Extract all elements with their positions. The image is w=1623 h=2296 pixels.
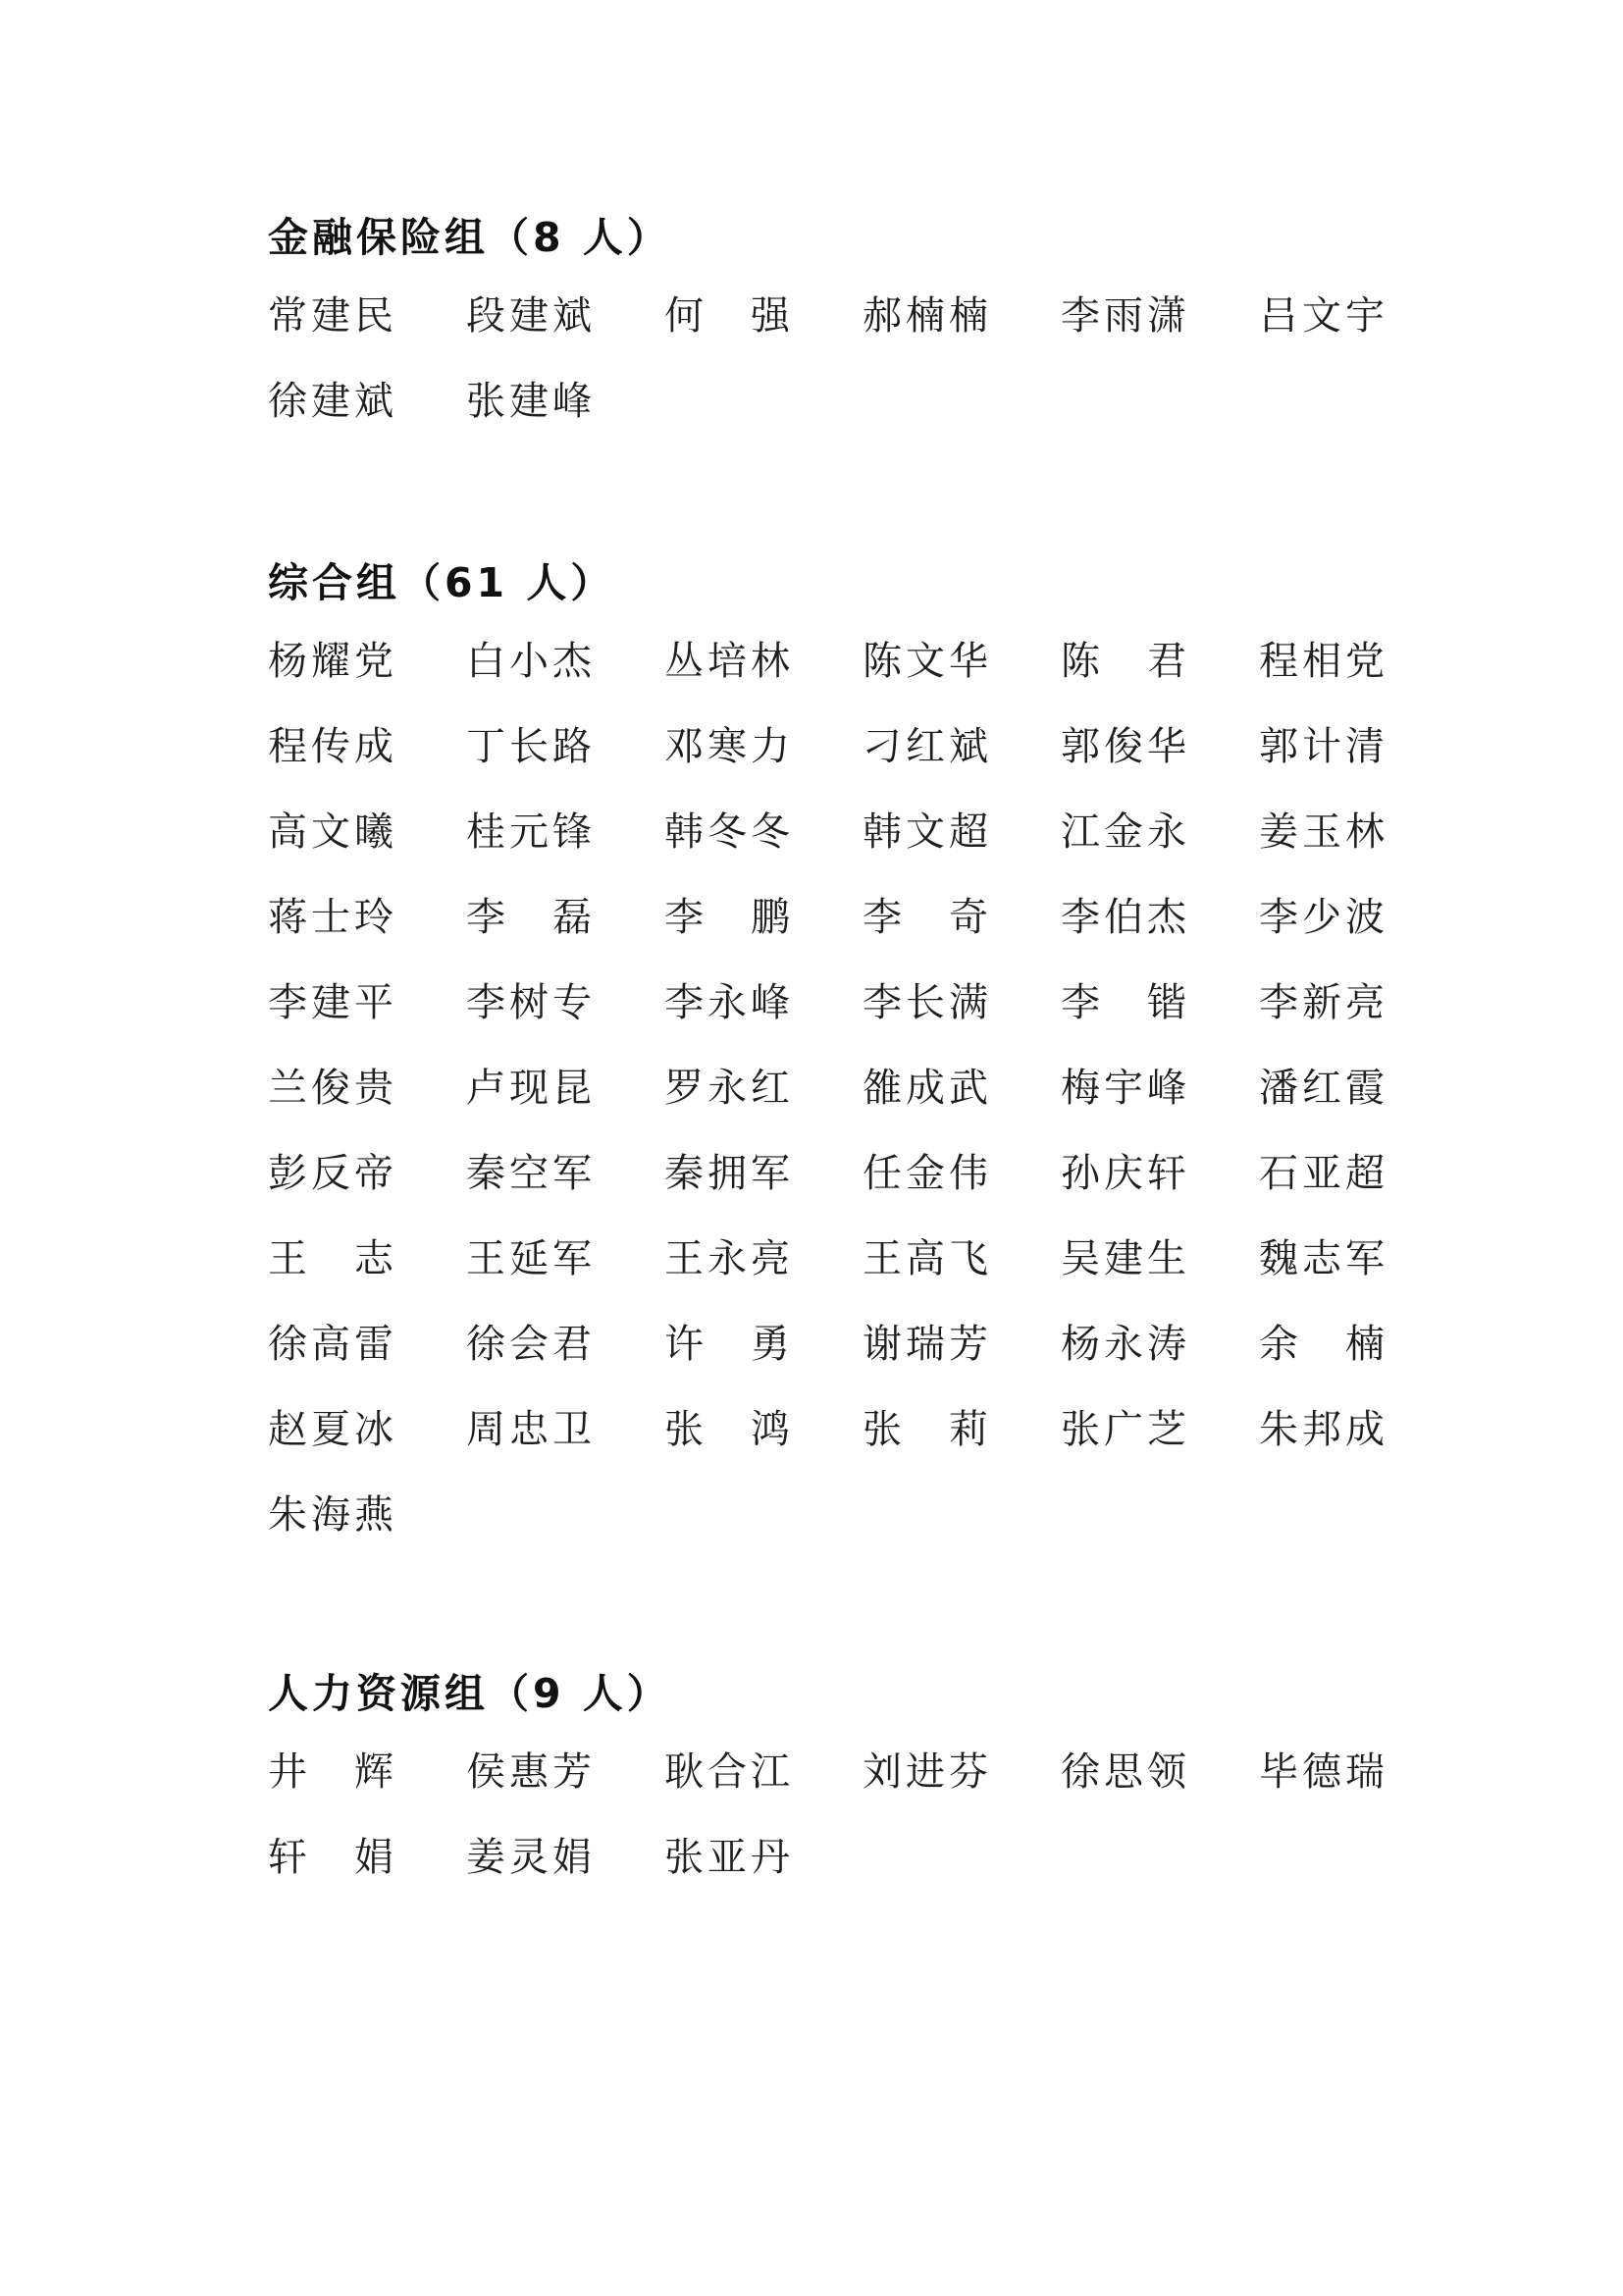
person-name: 徐思领 <box>1061 1749 1186 1795</box>
section-human-resources <box>268 1670 1406 1915</box>
section-title: 人力资源组（9 人） <box>268 1670 671 1717</box>
person-name: 轩 娟 <box>268 1835 393 1880</box>
person-name: 陈 君 <box>1061 639 1186 684</box>
person-name: 张 鸿 <box>664 1407 790 1452</box>
person-name: 徐建斌 <box>268 379 393 424</box>
person-name: 李永峰 <box>664 980 790 1025</box>
person-name: 姜灵娟 <box>466 1835 592 1880</box>
section-general <box>268 559 1406 1573</box>
person-name: 邓寒力 <box>664 724 790 769</box>
person-name: 朱邦成 <box>1259 1407 1385 1452</box>
person-name: 彭反帝 <box>268 1151 393 1196</box>
person-name: 卢现昆 <box>466 1066 592 1111</box>
person-name: 程传成 <box>268 724 393 769</box>
person-name: 张建峰 <box>466 379 592 424</box>
person-name: 丛培林 <box>664 639 790 684</box>
person-name: 赵夏冰 <box>268 1407 393 1452</box>
person-name: 李少波 <box>1259 895 1385 940</box>
person-name: 兰俊贵 <box>268 1066 393 1111</box>
person-name: 毕德瑞 <box>1259 1749 1385 1795</box>
person-name: 梅宇峰 <box>1061 1066 1186 1111</box>
person-name: 程相党 <box>1259 639 1385 684</box>
person-name: 李长满 <box>863 980 988 1025</box>
person-name: 孙庆轩 <box>1061 1151 1186 1196</box>
person-name: 李 锴 <box>1061 980 1186 1025</box>
person-name: 姜玉林 <box>1259 809 1385 855</box>
person-name: 刁红斌 <box>863 724 988 769</box>
person-name: 秦空军 <box>466 1151 592 1196</box>
person-name: 杨耀党 <box>268 639 393 684</box>
person-name: 何 强 <box>664 293 790 339</box>
person-name: 刘进芬 <box>863 1749 988 1795</box>
person-name: 王 志 <box>268 1236 393 1281</box>
section-title: 综合组（61 人） <box>268 559 615 606</box>
person-name: 李树专 <box>466 980 592 1025</box>
person-name: 张亚丹 <box>664 1835 790 1880</box>
person-name: 李 奇 <box>863 895 988 940</box>
section-finance-insurance <box>268 214 1406 459</box>
person-name: 江金永 <box>1061 809 1186 855</box>
person-name: 高文曦 <box>268 809 393 855</box>
person-name: 余 楠 <box>1259 1322 1385 1367</box>
person-name: 韩文超 <box>863 809 988 855</box>
person-name: 白小杰 <box>466 639 592 684</box>
name-list <box>268 1745 1406 1915</box>
person-name: 蒋士玲 <box>268 895 393 940</box>
person-name: 许 勇 <box>664 1322 790 1367</box>
person-name: 陈文华 <box>863 639 988 684</box>
person-name: 徐高雷 <box>268 1322 393 1367</box>
person-name: 谢瑞芳 <box>863 1322 988 1367</box>
person-name: 徐会君 <box>466 1322 592 1367</box>
person-name: 吴建生 <box>1061 1236 1186 1281</box>
person-name: 王高飞 <box>863 1236 988 1281</box>
person-name: 潘红霞 <box>1259 1066 1385 1111</box>
person-name: 王延军 <box>466 1236 592 1281</box>
person-name: 侯惠芳 <box>466 1749 592 1795</box>
person-name: 杨永涛 <box>1061 1322 1186 1367</box>
person-name: 罗永红 <box>664 1066 790 1111</box>
person-name: 秦拥军 <box>664 1151 790 1196</box>
person-name: 郝楠楠 <box>863 293 988 339</box>
person-name: 李伯杰 <box>1061 895 1186 940</box>
person-name: 李新亮 <box>1259 980 1385 1025</box>
person-name: 魏志军 <box>1259 1236 1385 1281</box>
person-name: 郭计清 <box>1259 724 1385 769</box>
person-name: 韩冬冬 <box>664 809 790 855</box>
person-name: 张广芝 <box>1061 1407 1186 1452</box>
person-name: 吕文宇 <box>1259 293 1385 339</box>
person-name: 石亚超 <box>1259 1151 1385 1196</box>
person-name: 井 辉 <box>268 1749 393 1795</box>
person-name: 段建斌 <box>466 293 592 339</box>
person-name: 桂元锋 <box>466 809 592 855</box>
person-name: 朱海燕 <box>268 1492 393 1538</box>
person-name: 周忠卫 <box>466 1407 592 1452</box>
name-list <box>268 288 1406 459</box>
person-name: 常建民 <box>268 293 393 339</box>
person-name: 李 磊 <box>466 895 592 940</box>
person-name: 雒成武 <box>863 1066 988 1111</box>
person-name: 耿合江 <box>664 1749 790 1795</box>
person-name: 丁长路 <box>466 724 592 769</box>
name-list <box>268 634 1406 1573</box>
person-name: 李建平 <box>268 980 393 1025</box>
person-name: 张 莉 <box>863 1407 988 1452</box>
person-name: 李雨潇 <box>1061 293 1186 339</box>
person-name: 李 鹏 <box>664 895 790 940</box>
person-name: 郭俊华 <box>1061 724 1186 769</box>
section-title: 金融保险组（8 人） <box>268 214 671 261</box>
person-name: 任金伟 <box>863 1151 988 1196</box>
person-name: 王永亮 <box>664 1236 790 1281</box>
